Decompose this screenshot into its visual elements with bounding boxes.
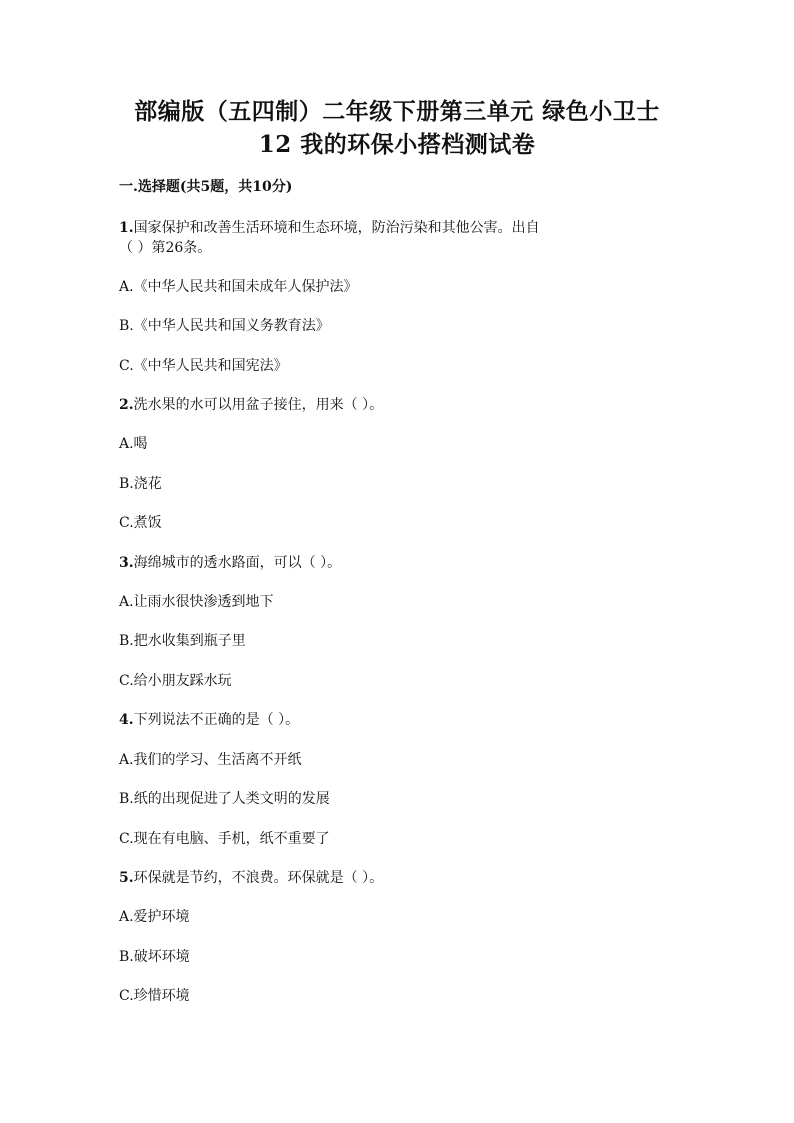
question-text: 环保就是节约，不浪费。环保就是（ ）。 [133, 870, 384, 886]
question-5-stem [119, 868, 383, 888]
question-3-stem [119, 553, 341, 573]
document-title-line2: 12 我的环保小搭档测试卷 [258, 131, 536, 158]
question-5-option-a: A.爱护环境 [119, 909, 190, 925]
question-2-stem [119, 395, 383, 415]
question-3-option-b: B.把水收集到瓶子里 [119, 633, 246, 649]
question-2-option-a: A.喝 [119, 436, 148, 452]
question-4-option-c: C.现在有电脑、手机，纸不重要了 [119, 831, 330, 847]
section-heading: 一.选择题(共5题，共10分) [119, 179, 293, 195]
question-1-option-a: A.《中华人民共和国未成年人保护法》 [119, 279, 358, 295]
question-number: 4. [119, 712, 134, 728]
document-title-line1: 部编版（五四制）二年级下册第三单元 绿色小卫士 [134, 98, 660, 125]
question-4-option-a: A.我们的学习、生活离不开纸 [119, 752, 302, 768]
question-5-option-b: B.破坏环境 [119, 949, 190, 965]
question-3-option-a: A.让雨水很快渗透到地下 [119, 594, 274, 610]
question-2-option-c: C.煮饭 [119, 515, 162, 531]
question-1-option-c: C.《中华人民共和国宪法》 [119, 358, 288, 374]
question-number: 5. [119, 870, 134, 886]
question-1-option-b: B.《中华人民共和国义务教育法》 [119, 318, 330, 334]
question-text: 海绵城市的透水路面，可以（ ）。 [133, 555, 342, 571]
question-3-option-c: C.给小朋友踩水玩 [119, 673, 232, 689]
question-5-option-c: C.珍惜环境 [119, 988, 190, 1004]
question-text: 下列说法不正确的是（ ）。 [133, 712, 300, 728]
question-4-stem [119, 710, 299, 730]
question-text: 国家保护和改善生活环境和生态环境，防治污染和其他公害。出自 [133, 220, 540, 236]
question-1-stem-continued: （ ）第26条。 [119, 240, 212, 256]
question-2-option-b: B.浇花 [119, 476, 162, 492]
question-number: 1. [119, 220, 134, 236]
question-4-option-b: B.纸的出现促进了人类文明的发展 [119, 791, 330, 807]
question-number: 2. [119, 397, 134, 413]
question-number: 3. [119, 555, 134, 571]
question-text: 洗水果的水可以用盆子接住，用来（ ）。 [133, 397, 384, 413]
question-1-stem [119, 218, 540, 238]
